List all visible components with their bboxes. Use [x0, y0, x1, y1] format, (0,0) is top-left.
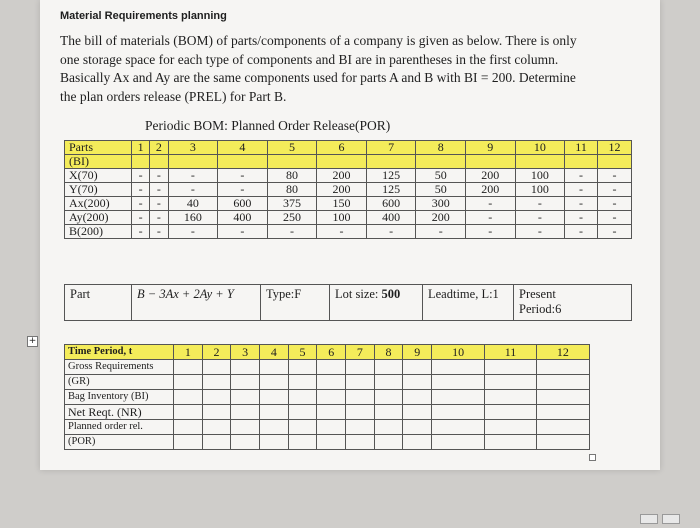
plan-input-cell[interactable] — [288, 435, 317, 450]
bom-cell: 125 — [366, 169, 416, 183]
bom-cell — [416, 155, 466, 169]
plan-input-cell[interactable] — [432, 435, 485, 450]
plan-input-cell[interactable] — [485, 435, 536, 450]
bom-cell — [565, 155, 598, 169]
plan-period-header: 2 — [202, 345, 231, 360]
plan-input-cell[interactable] — [485, 360, 536, 375]
bom-cell: - — [466, 197, 516, 211]
bom-cell: 200 — [466, 183, 516, 197]
bom-row — [65, 197, 632, 211]
bom-cell: 400 — [218, 211, 268, 225]
plan-input-cell[interactable] — [403, 360, 432, 375]
plan-input-cell[interactable] — [432, 420, 485, 435]
bom-cell: - — [466, 211, 516, 225]
plan-input-cell[interactable] — [346, 360, 375, 375]
plan-input-cell[interactable] — [288, 375, 317, 390]
plan-input-cell[interactable] — [346, 390, 375, 405]
bom-cell: 50 — [416, 183, 466, 197]
plan-input-cell[interactable] — [403, 435, 432, 450]
paragraph-line: Basically Ax and Ay are the same components used for parts A and B with BI = 200. Determine — [60, 70, 576, 85]
bom-cell: - — [168, 183, 218, 197]
bom-period-header: 2 — [150, 141, 168, 155]
plan-input-cell[interactable] — [536, 405, 589, 420]
plan-input-cell[interactable] — [260, 360, 289, 375]
bom-cell: - — [515, 211, 565, 225]
bom-cell: - — [150, 211, 168, 225]
bom-part-label: Ay(200) — [65, 211, 132, 225]
plan-period-header: 8 — [374, 345, 403, 360]
plan-input-cell[interactable] — [288, 405, 317, 420]
bom-cell: - — [132, 197, 150, 211]
paragraph-line: one storage space for each type of components and BI are in parentheses in the first column. — [60, 51, 559, 67]
plan-input-cell[interactable] — [317, 435, 346, 450]
planning-table[interactable] — [64, 344, 590, 450]
plan-input-cell[interactable] — [260, 420, 289, 435]
plan-input-cell[interactable] — [536, 375, 589, 390]
part-type: Type:F — [261, 285, 330, 321]
bom-cell: 150 — [317, 197, 367, 211]
bom-cell — [515, 155, 565, 169]
plan-row-label: Planned order rel. — [65, 420, 174, 435]
plan-input-cell[interactable] — [432, 390, 485, 405]
bom-cell: 40 — [168, 197, 218, 211]
bom-cell: 100 — [317, 211, 367, 225]
plan-input-cell[interactable] — [317, 420, 346, 435]
plan-input-cell[interactable] — [374, 390, 403, 405]
plan-input-cell[interactable] — [374, 420, 403, 435]
plan-input-cell[interactable] — [174, 390, 203, 405]
bom-cell — [597, 155, 631, 169]
plan-input-cell[interactable] — [202, 435, 231, 450]
plan-input-cell[interactable] — [288, 420, 317, 435]
plan-input-cell[interactable] — [485, 375, 536, 390]
bom-parts-header: Parts — [65, 141, 132, 155]
bom-period-header: 6 — [317, 141, 367, 155]
plan-row[interactable] — [65, 375, 590, 390]
bom-cell: - — [267, 225, 317, 239]
plan-input-cell[interactable] — [202, 390, 231, 405]
plan-input-cell[interactable] — [174, 435, 203, 450]
plan-input-cell[interactable] — [288, 390, 317, 405]
bom-period-header: 12 — [597, 141, 631, 155]
plan-period-header: 9 — [403, 345, 432, 360]
plan-row-label: (POR) — [65, 435, 174, 450]
bom-cell: 125 — [366, 183, 416, 197]
plan-input-cell[interactable] — [432, 375, 485, 390]
bom-cell: 100 — [515, 169, 565, 183]
plan-input-cell[interactable] — [317, 405, 346, 420]
plan-input-cell[interactable] — [485, 390, 536, 405]
bom-cell: 250 — [267, 211, 317, 225]
bom-period-header: 5 — [267, 141, 317, 155]
plan-input-cell[interactable] — [174, 420, 203, 435]
bom-cell — [168, 155, 218, 169]
bom-row — [65, 183, 632, 197]
bom-cell: 80 — [267, 169, 317, 183]
bom-cell: - — [597, 169, 631, 183]
plan-input-cell[interactable] — [536, 390, 589, 405]
bom-cell: 200 — [466, 169, 516, 183]
bom-part-label: Ax(200) — [65, 197, 132, 211]
bom-cell: 50 — [416, 169, 466, 183]
time-period-label: Time Period, t — [65, 345, 174, 360]
bom-cell: - — [565, 197, 598, 211]
bom-row — [65, 169, 632, 183]
plan-input-cell[interactable] — [374, 360, 403, 375]
plan-input-cell[interactable] — [260, 390, 289, 405]
plan-input-cell[interactable] — [231, 360, 260, 375]
bom-period-header: 7 — [366, 141, 416, 155]
plan-period-header: 10 — [432, 345, 485, 360]
plan-input-cell[interactable] — [231, 375, 260, 390]
plan-period-header: 7 — [346, 345, 375, 360]
plan-input-cell[interactable] — [403, 420, 432, 435]
view-icon[interactable] — [662, 514, 680, 524]
bom-row — [65, 155, 632, 169]
bom-cell: 200 — [317, 183, 367, 197]
bom-cell: 300 — [416, 197, 466, 211]
bom-part-label: X(70) — [65, 169, 132, 183]
bom-cell — [132, 155, 150, 169]
bom-cell: 80 — [267, 183, 317, 197]
bom-cell: - — [515, 225, 565, 239]
bom-period-header: 8 — [416, 141, 466, 155]
lot-size-label: Lot size: — [335, 287, 382, 301]
plan-period-header: 5 — [288, 345, 317, 360]
plan-input-cell[interactable] — [485, 405, 536, 420]
plan-period-header: 12 — [536, 345, 589, 360]
plan-row-label: Gross Requirements — [65, 360, 174, 375]
bom-table — [64, 140, 632, 239]
bom-row — [65, 211, 632, 225]
bom-cell: - — [466, 225, 516, 239]
plan-row[interactable] — [65, 405, 590, 420]
part-label: Part — [65, 285, 132, 321]
bom-cell: - — [218, 169, 268, 183]
document-page — [28, 0, 660, 470]
bom-cell: - — [150, 197, 168, 211]
plan-input-cell[interactable] — [432, 360, 485, 375]
plan-input-cell[interactable] — [374, 375, 403, 390]
bom-period-header: 4 — [218, 141, 268, 155]
plan-period-header: 11 — [485, 345, 536, 360]
plan-input-cell[interactable] — [346, 405, 375, 420]
part-info-table — [64, 284, 632, 321]
plan-row[interactable] — [65, 360, 590, 375]
plan-period-header: 4 — [260, 345, 289, 360]
plan-input-cell[interactable] — [536, 420, 589, 435]
paragraph-line: The bill of materials (BOM) of parts/components of a company is given as below. There is only — [60, 33, 577, 48]
bom-period-header: 10 — [515, 141, 565, 155]
bom-cell: - — [597, 211, 631, 225]
bom-period-header: 1 — [132, 141, 150, 155]
plan-input-cell[interactable] — [231, 390, 260, 405]
lot-size — [330, 285, 423, 321]
bom-caption: Periodic BOM: Planned Order Release(POR) — [145, 118, 391, 133]
bom-cell — [150, 155, 168, 169]
period-label: Period:6 — [519, 302, 562, 316]
bom-cell — [466, 155, 516, 169]
plan-row[interactable] — [65, 435, 590, 450]
plan-input-cell[interactable] — [174, 405, 203, 420]
plan-input-cell[interactable] — [260, 435, 289, 450]
bom-cell: - — [565, 225, 598, 239]
bom-cell: - — [565, 183, 598, 197]
plan-input-cell[interactable] — [174, 375, 203, 390]
bom-cell: - — [218, 183, 268, 197]
bom-cell — [267, 155, 317, 169]
bom-cell: 200 — [416, 211, 466, 225]
table-move-handle-icon[interactable]: + — [28, 336, 37, 346]
bom-cell: - — [416, 225, 466, 239]
bom-cell: - — [150, 183, 168, 197]
bom-cell: - — [132, 183, 150, 197]
bom-cell: - — [132, 211, 150, 225]
bom-header-row — [65, 141, 632, 155]
lot-size-value: 500 — [381, 287, 401, 301]
lead-time: Leadtime, L:1 — [423, 285, 514, 321]
plan-row[interactable] — [65, 420, 590, 435]
bom-cell: - — [565, 211, 598, 225]
plan-input-cell[interactable] — [485, 420, 536, 435]
bom-cell: - — [132, 169, 150, 183]
plan-input-cell[interactable] — [536, 360, 589, 375]
bom-cell: - — [150, 169, 168, 183]
plan-input-cell[interactable] — [202, 360, 231, 375]
bom-cell: - — [132, 225, 150, 239]
bom-cell: - — [597, 183, 631, 197]
bom-cell: 100 — [515, 183, 565, 197]
plan-input-cell[interactable] — [374, 405, 403, 420]
plan-input-cell[interactable] — [374, 435, 403, 450]
bom-part-label: B(200) — [65, 225, 132, 239]
plan-input-cell[interactable] — [202, 375, 231, 390]
bom-cell: 375 — [267, 197, 317, 211]
bom-cell: - — [565, 169, 598, 183]
plan-input-cell[interactable] — [202, 420, 231, 435]
bom-cell: 200 — [317, 169, 367, 183]
plan-input-cell[interactable] — [317, 360, 346, 375]
plan-row-label: Net Reqt. (NR) — [65, 405, 174, 420]
plan-input-cell[interactable] — [317, 375, 346, 390]
plan-row-label: (GR) — [65, 375, 174, 390]
bom-cell: - — [597, 197, 631, 211]
plan-input-cell[interactable] — [260, 405, 289, 420]
bom-cell: - — [218, 225, 268, 239]
table-resize-handle-icon[interactable] — [589, 454, 596, 461]
bom-cell — [366, 155, 416, 169]
bom-cell: 400 — [366, 211, 416, 225]
present-period — [514, 285, 632, 321]
plan-input-cell[interactable] — [346, 420, 375, 435]
bom-cell: 600 — [366, 197, 416, 211]
plan-period-header: 1 — [174, 345, 203, 360]
bom-period-header: 11 — [565, 141, 598, 155]
plan-input-cell[interactable] — [432, 405, 485, 420]
bom-cell: - — [168, 225, 218, 239]
bom-cell: - — [317, 225, 367, 239]
bom-part-label: (BI) — [65, 155, 132, 169]
bom-row — [65, 225, 632, 239]
plan-row[interactable] — [65, 390, 590, 405]
plan-input-cell[interactable] — [346, 435, 375, 450]
plan-input-cell[interactable] — [403, 405, 432, 420]
problem-paragraph — [60, 32, 620, 106]
plan-input-cell[interactable] — [231, 420, 260, 435]
plan-input-cell[interactable] — [202, 405, 231, 420]
present-label: Present — [519, 287, 556, 301]
plan-input-cell[interactable] — [231, 435, 260, 450]
plan-period-header: 3 — [231, 345, 260, 360]
bom-period-header: 3 — [168, 141, 218, 155]
bom-cell — [317, 155, 367, 169]
plan-row-label: Bag Inventory (BI) — [65, 390, 174, 405]
plan-input-cell[interactable] — [403, 390, 432, 405]
plan-input-cell[interactable] — [174, 360, 203, 375]
bom-period-header: 9 — [466, 141, 516, 155]
view-controls[interactable] — [640, 514, 696, 524]
plan-input-cell[interactable] — [403, 375, 432, 390]
bom-cell: - — [168, 169, 218, 183]
plan-period-header: 6 — [317, 345, 346, 360]
bom-cell: - — [366, 225, 416, 239]
paragraph-line: the plan orders release (PREL) for Part B. — [60, 88, 287, 104]
plan-input-cell[interactable] — [317, 390, 346, 405]
document-heading: Material Requirements planning — [60, 10, 227, 22]
bom-cell: - — [515, 197, 565, 211]
bom-cell: - — [150, 225, 168, 239]
plan-input-cell[interactable] — [346, 375, 375, 390]
plan-input-cell[interactable] — [536, 435, 589, 450]
bom-part-label: Y(70) — [65, 183, 132, 197]
plan-input-cell[interactable] — [231, 405, 260, 420]
part-formula: B − 3Ax + 2Ay + Y — [132, 285, 261, 321]
bom-cell — [218, 155, 268, 169]
bom-cell: 160 — [168, 211, 218, 225]
plan-input-cell[interactable] — [260, 375, 289, 390]
view-icon[interactable] — [640, 514, 658, 524]
plan-header-row — [65, 345, 590, 360]
bom-cell: 600 — [218, 197, 268, 211]
plan-input-cell[interactable] — [288, 360, 317, 375]
bom-cell: - — [597, 225, 631, 239]
